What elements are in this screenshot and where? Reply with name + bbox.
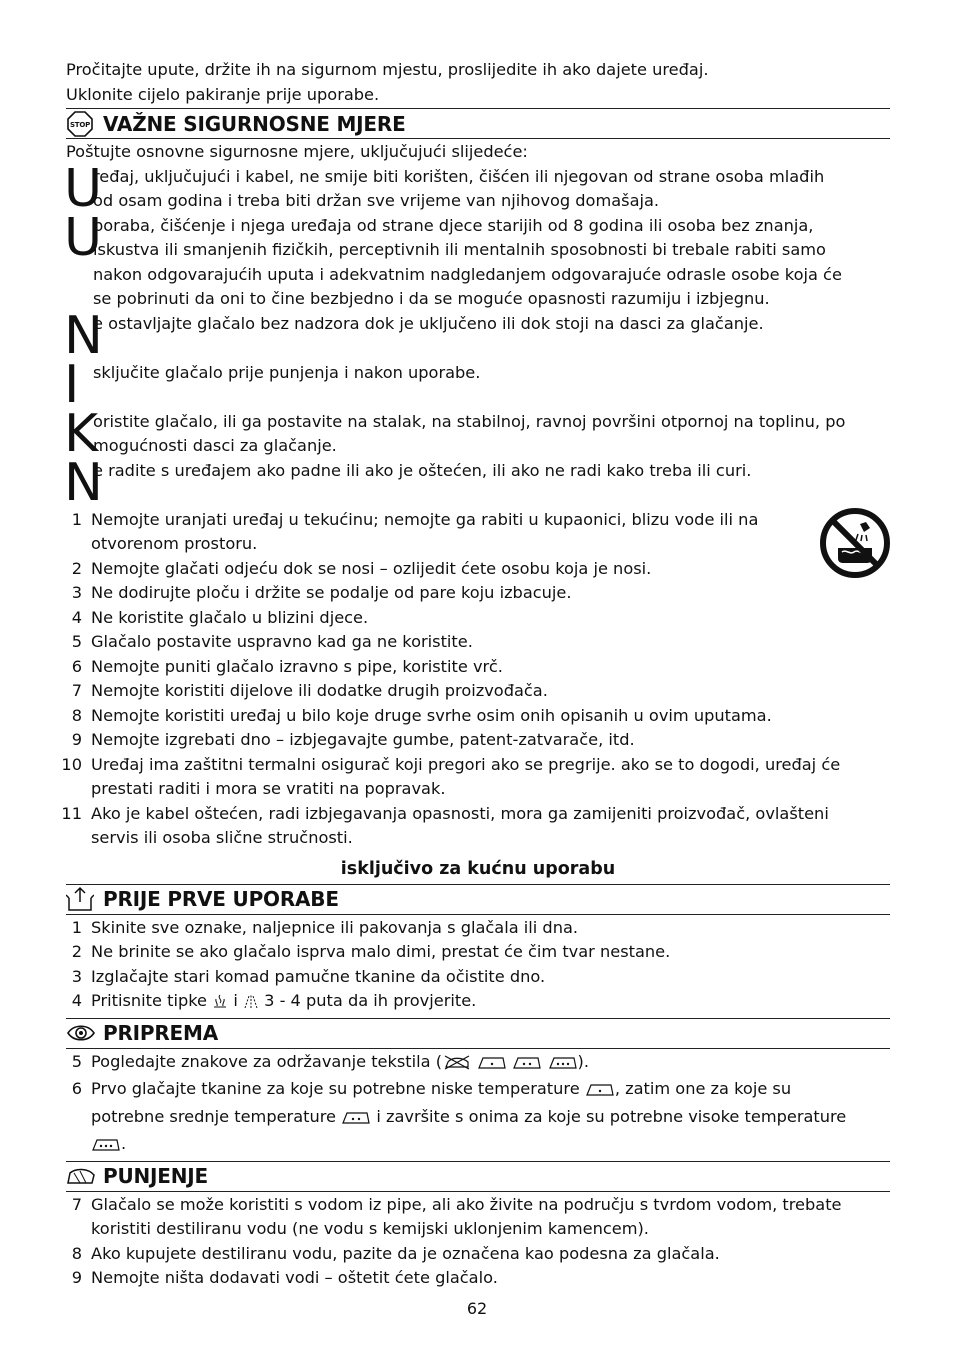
list-item: 9 Nemojte ništa dodavati vodi – oštetit ćete glačalo. bbox=[71, 1268, 498, 1287]
safety-lead: Poštujte osnovne sigurnosne mjere, uključujući slijedeće: bbox=[66, 142, 528, 161]
list-item: 3 Ne dodirujte ploču i držite se podalje od pare koju izbacuje. bbox=[71, 583, 572, 602]
list-item: 7 Nemojte koristiti dijelove ili dodatke drugih proizvođača. bbox=[71, 681, 548, 700]
list-item: 2 Ne brinite se ako glačalo isprva malo dimi, prestat će čim tvar nestane. bbox=[71, 942, 671, 961]
paragraph-line: nakon odgovarajućih uputa i adekvatnim nadgledanjem odgovarajuće odrasle osobe koja će bbox=[93, 264, 842, 284]
list-item: 8 Nemojte koristiti uređaj u bilo koje druge svrhe osim onih opisanih u ovim uputama. bbox=[71, 705, 772, 725]
list-item: 5 Glačalo postavite uspravno kad ga ne koristite. bbox=[71, 632, 473, 651]
paragraph-line: ređaj, uključujući i kabel, ne smije biti korišten, čišćen ili njegovan od strane osoba mlađih bbox=[93, 166, 825, 186]
dropcap-paragraph-1 bbox=[64, 158, 890, 219]
spray-icon bbox=[243, 992, 259, 1017]
iron-medium-icon bbox=[341, 1108, 371, 1133]
list-item: 2 Nemojte glačati odjeću dok se nosi – ozlijedit ćete osobu koja je nosi. bbox=[71, 558, 652, 578]
iron-high-icon bbox=[91, 1135, 121, 1160]
page-number: 62 bbox=[466, 1299, 488, 1318]
first-use-title: PRIJE PRVE UPORABE bbox=[103, 887, 339, 911]
list-item: 9 Nemojte izgrebati dno – izbjegavajte gumbe, patent-zatvarače, itd. bbox=[71, 730, 635, 749]
paragraph-line: se pobrinuti da oni to čine bezbjedno i da se moguće opasnosti razumiju i izbjegnu. bbox=[93, 289, 770, 308]
list-item: 1 Nemojte uranjati uređaj u tekućinu; nemojte ga rabiti u kupaonici, blizu vode ili na otvorenom prostoru. bbox=[71, 509, 759, 553]
list-item: 8 Ako kupujete destiliranu vodu, pazite da je označena kao podesna za glačala. bbox=[71, 1243, 720, 1263]
no-bathroom-use-icon bbox=[820, 508, 890, 582]
dropcap-letter: N bbox=[64, 305, 103, 366]
dropcap-paragraph-3 bbox=[64, 305, 890, 366]
dropcap-paragraph-6 bbox=[64, 452, 890, 513]
list-item: 6 Nemojte puniti glačalo izravno s pipe, koristite vrč. bbox=[71, 656, 503, 676]
list-item: 4 Pritisnite tipke i 3 - 4 puta da ih provjerite. bbox=[66, 989, 890, 1017]
intro-line-1: Pročitajte upute, držite ih na sigurnom mjestu, proslijedite ih ako dajete uređaj. bbox=[66, 60, 709, 79]
filling-list bbox=[66, 1193, 890, 1291]
filling-title: PUNJENJE bbox=[103, 1164, 208, 1188]
list-item: 11 Ako je kabel oštećen, radi izbjegavanja opasnosti, mora ga zamijeniti proizvođač, ovlašteni servis ili osoba slične stručnosti. bbox=[61, 803, 829, 847]
page-content bbox=[61, 58, 890, 1291]
intro-line-2: Uklonite cijelo pakiranje prije uporabe. bbox=[66, 84, 380, 104]
iron-low-icon bbox=[477, 1053, 507, 1078]
paragraph-line: mogućnosti dasci za glačanje. bbox=[93, 436, 337, 455]
preparation-list bbox=[66, 1050, 890, 1160]
no-iron-icon bbox=[442, 1053, 472, 1078]
preparation-title: PRIPREMA bbox=[103, 1021, 219, 1045]
safety-title: VAŽNE SIGURNOSNE MJERE bbox=[103, 111, 406, 136]
preparation-heading bbox=[66, 1018, 890, 1049]
dropcap-letter: U bbox=[64, 207, 103, 268]
paragraph-line: iskustva ili smanjenih fizičkih, perceptivnih ili mentalnih sposobnosti bi trebale rabiti samo bbox=[93, 240, 826, 259]
paragraph-line: poraba, čišćenje i njega uređaja od strane djece starijih od 8 godina ili osoba bez znanja, bbox=[93, 215, 814, 235]
stop-icon bbox=[66, 111, 96, 137]
paragraph-line: e ostavljajte glačalo bez nadzora dok je uključeno ili dok stoji na dasci za glačanje. bbox=[93, 313, 764, 333]
stop-icon-label: STOP bbox=[69, 120, 91, 129]
eye-icon bbox=[66, 1020, 96, 1046]
safety-heading bbox=[66, 108, 890, 139]
unpack-box-icon bbox=[66, 886, 96, 912]
household-use-note: isključivo za kućnu uporabu bbox=[340, 858, 616, 879]
dropcap-paragraph-2 bbox=[64, 207, 890, 312]
paragraph-line: oristite glačalo, ili ga postavite na stalak, na stabilnoj, ravnoj površini otpornoj na toplinu, po bbox=[93, 411, 846, 431]
iron-medium-icon bbox=[512, 1053, 542, 1078]
list-item: 3 Izglačajte stari komad pamučne tkanine da očistite dno. bbox=[71, 966, 546, 986]
paragraph-line: e radite s uređajem ako padne ili ako je oštećen, ili ako ne radi kako treba ili curi. bbox=[93, 460, 752, 480]
dropcap-paragraph-4 bbox=[64, 354, 890, 415]
iron-high-icon bbox=[548, 1053, 578, 1078]
list-item: 7 Glačalo se može koristiti s vodom iz pipe, ali ako živite na području s tvrdom vodom, trebate koristiti destiliranu vodu (ne vodu s kemijski uklonjenim kamencem). bbox=[71, 1194, 842, 1238]
first-use-list bbox=[66, 916, 890, 1017]
paragraph-line: sključite glačalo prije punjenja i nakon uporabe. bbox=[93, 362, 481, 382]
safety-list bbox=[61, 508, 890, 851]
iron-outline-icon bbox=[66, 1163, 96, 1189]
list-item: 1 Skinite sve oznake, naljepnice ili pakovanja s glačala ili dna. bbox=[71, 917, 579, 937]
list-item: 10 Uređaj ima zaštitni termalni osigurač koji pregori ako se pregrije. ako se to dogodi, uređaj će prestati raditi i mora se vratiti na popravak. bbox=[61, 754, 841, 798]
iron-low-icon bbox=[585, 1080, 615, 1105]
dropcap-letter: U bbox=[64, 158, 103, 219]
dropcap-letter: N bbox=[64, 452, 103, 513]
list-item: 4 Ne koristite glačalo u blizini djece. bbox=[71, 607, 369, 627]
list-item: 5 Pogledajte znakove za održavanje tekstila ( ). bbox=[66, 1050, 890, 1078]
list-item: 6 Prvo glačajte tkanine za koje su potrebne niske temperature , zatim one za koje su potrebne srednje temperature i završite s onima za koje su potrebne visoke temperature . bbox=[66, 1077, 890, 1160]
steam-burst-icon bbox=[212, 992, 228, 1017]
dropcap-letter: I bbox=[64, 354, 80, 415]
dropcap-letter: K bbox=[64, 403, 99, 464]
first-use-heading bbox=[66, 884, 890, 915]
paragraph-line: od osam godina i treba biti držan sve vrijeme van njihovog domašaja. bbox=[93, 191, 660, 210]
filling-heading bbox=[66, 1161, 890, 1192]
dropcap-paragraph-5 bbox=[64, 403, 890, 464]
